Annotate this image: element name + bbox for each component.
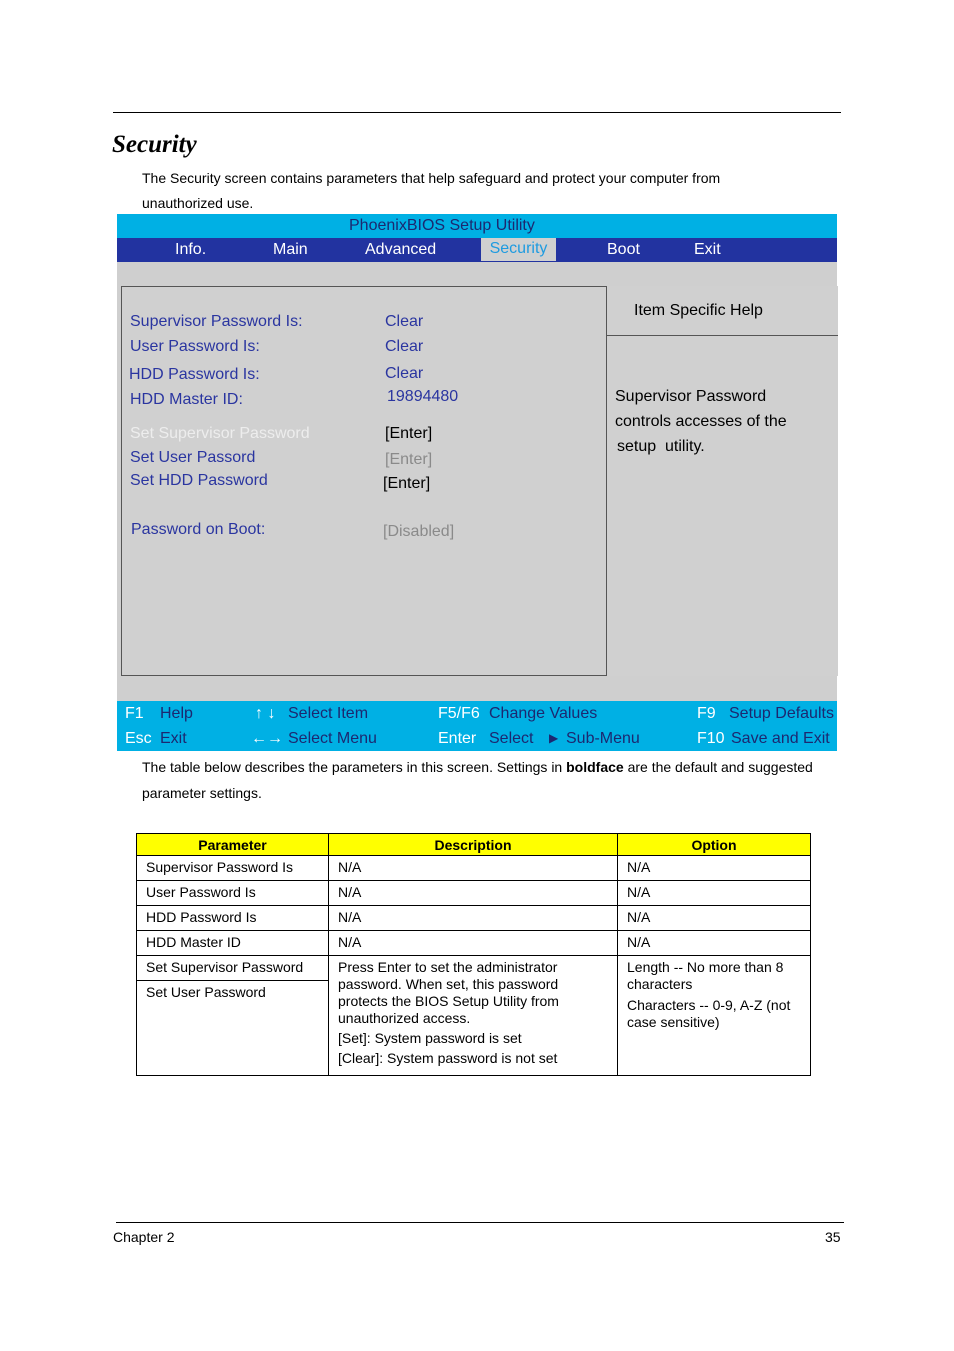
help-line-2: controls accesses of the [615,413,787,430]
bios-screen [117,214,837,751]
col-header-option: Option [618,834,811,856]
cell-option: N/A [618,881,811,906]
key-f9: F9 [697,705,716,722]
help-line-3: setup utility. [617,438,705,455]
cell-parameter: Set User Password [137,981,329,1076]
page-title: Security [112,131,197,158]
key-f1-desc: Help [160,705,193,722]
settings-panel [121,286,608,676]
bios-key-legend [117,701,837,751]
cell-description: N/A [329,881,618,906]
supervisor-password-is-value: Clear [385,313,424,330]
hdd-master-id-value: 19894480 [387,388,459,405]
cell-parameter: HDD Master ID [137,931,329,956]
password-on-boot-value[interactable]: [Disabled] [383,523,455,540]
table-intro-text: The table below describes the parameters in this screen. Settings in [142,759,567,775]
menu-exit[interactable]: Exit [694,241,721,258]
boldface-word: boldface [566,759,624,775]
option-line: Length -- No more than 8 characters [627,959,784,992]
supervisor-password-is-label: Supervisor Password Is: [130,313,303,330]
cell-option-merged [618,956,811,1076]
description-line: Press Enter to set the administrator password. When set, this password protects the BIOS Setup Utility from unauthorized access. [338,959,559,1026]
cell-description-merged [329,956,618,1076]
key-left-right-desc: Select Menu [288,730,377,747]
key-f10-desc: Save and Exit [731,730,830,747]
table-row [137,881,811,906]
table-intro-paragraph [142,754,822,806]
user-password-is-value: Clear [385,338,424,355]
set-hdd-password-value[interactable]: [Enter] [383,475,431,492]
cell-description: N/A [329,931,618,956]
bios-menu-bar [117,238,837,262]
table-intro-text-end: are the default and suggested parameter settings. [142,759,813,801]
key-up-down: ↑ ↓ [255,705,276,722]
help-line-1: Supervisor Password [615,388,767,405]
key-enter-desc: Select [489,730,534,747]
table-row [137,931,811,956]
key-esc: Esc [125,730,152,747]
cell-description: N/A [329,906,618,931]
key-left-right: ←→ [251,730,283,747]
table-header-row [137,834,811,856]
key-f5-f6: F5/F6 [438,705,480,722]
key-f9-desc: Setup Defaults [729,705,834,722]
menu-info[interactable]: Info. [175,241,207,258]
option-line: Characters -- 0-9, A-Z (not case sensitive) [627,997,791,1030]
submenu-arrow-icon: ▶ [549,731,559,745]
key-enter: Enter [438,730,477,747]
footer-chapter: Chapter 2 [113,1229,175,1245]
cell-parameter: Set Supervisor Password [137,956,329,981]
table-row [137,906,811,931]
cell-description: N/A [329,856,618,881]
item-help-panel [606,286,838,676]
col-header-description: Description [329,834,618,856]
description-line: [Clear]: System password is not set [338,1050,558,1066]
description-line: [Set]: System password is set [338,1030,522,1046]
set-supervisor-password-item[interactable]: Set Supervisor Password [130,425,310,442]
set-user-password-value[interactable]: [Enter] [385,451,433,468]
footer-rule [116,1222,844,1223]
hdd-password-is-label: HDD Password Is: [129,366,260,383]
user-password-is-label: User Password Is: [130,338,260,355]
key-submenu-desc: Sub-Menu [566,730,640,747]
menu-advanced[interactable]: Advanced [365,241,437,258]
key-f5-f6-desc: Change Values [489,705,598,722]
cell-parameter: Supervisor Password Is [137,856,329,881]
cell-parameter: User Password Is [137,881,329,906]
table-row [137,956,811,981]
key-esc-desc: Exit [160,730,187,747]
table-row [137,856,811,881]
password-on-boot-label[interactable]: Password on Boot: [131,521,266,538]
footer-page-number: 35 [825,1229,841,1245]
menu-security[interactable]: Security [481,238,556,261]
key-f1: F1 [125,705,144,722]
item-help-title: Item Specific Help [634,302,763,319]
cell-parameter: HDD Password Is [137,906,329,931]
cell-option: N/A [618,906,811,931]
intro-paragraph: The Security screen contains parameters that help safeguard and protect your computer from unauthorized use. [142,170,721,211]
menu-boot[interactable]: Boot [607,241,640,258]
set-hdd-password-item[interactable]: Set HDD Password [130,472,268,489]
col-header-parameter: Parameter [137,834,329,856]
bios-title-bar [117,214,837,238]
set-user-password-item[interactable]: Set User Passord [130,449,256,466]
top-rule [113,112,841,113]
help-divider [607,335,838,336]
bios-title: PhoenixBIOS Setup Utility [349,217,535,234]
hdd-master-id-label: HDD Master ID: [130,391,243,408]
cell-option: N/A [618,856,811,881]
key-up-down-desc: Select Item [288,705,369,722]
hdd-password-is-value: Clear [385,365,424,382]
set-supervisor-password-value[interactable]: [Enter] [385,425,433,442]
parameter-table [136,833,811,1076]
key-f10: F10 [697,730,725,747]
cell-option: N/A [618,931,811,956]
menu-main[interactable]: Main [273,241,308,258]
